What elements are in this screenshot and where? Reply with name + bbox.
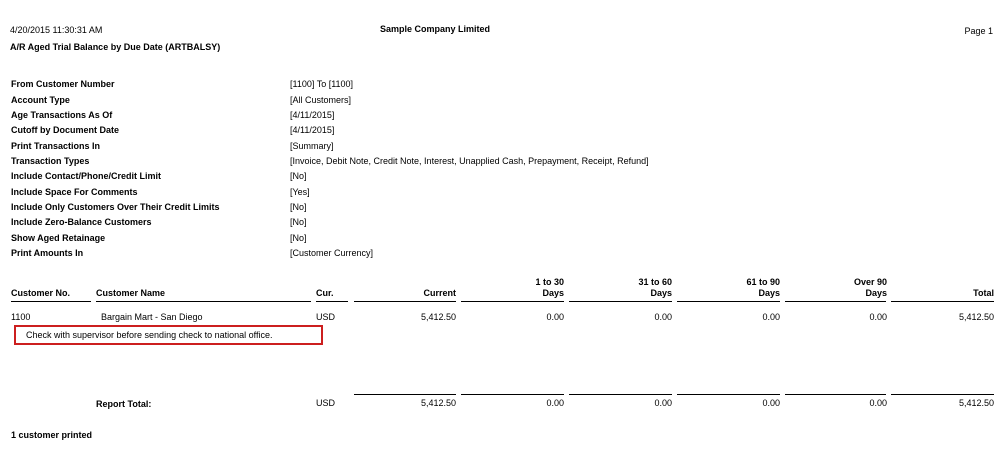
total-total: 5,412.50 (958, 398, 994, 408)
report-total-label: Report Total: (96, 399, 152, 409)
report-datetime: 4/20/2015 11:30:31 AM (10, 25, 103, 35)
total-line-total (891, 394, 994, 395)
param-value: [4/11/2015] (290, 110, 335, 120)
page-number: Page 1 (964, 26, 993, 36)
param-value: [Yes] (290, 187, 310, 197)
cell-1-30: 0.00 (546, 312, 564, 322)
underline-customer-no (11, 301, 91, 302)
underline-total (891, 301, 994, 302)
cell-current: 5,412.50 (420, 312, 456, 322)
param-label: Include Space For Comments (11, 187, 138, 197)
cell-customer-name: Bargain Mart - San Diego (101, 312, 203, 322)
col-header-1-30-range: 1 to 30 (535, 277, 564, 287)
total-61-90: 0.00 (762, 398, 780, 408)
col-header-customer-name: Customer Name (96, 288, 166, 298)
param-label: Print Transactions In (11, 141, 101, 151)
param-value: [No] (290, 217, 307, 227)
param-label: Transaction Types (11, 156, 90, 166)
col-header-customer-no: Customer No. (11, 288, 71, 298)
underline-61-90 (677, 301, 780, 302)
cell-over-90: 0.00 (869, 312, 887, 322)
param-label: Account Type (11, 95, 70, 105)
col-header-31-60-range: 31 to 60 (638, 277, 672, 287)
customer-comment: Check with supervisor before sending check to national office. (26, 330, 273, 340)
param-value: [All Customers] (290, 95, 352, 105)
col-header-over-90-range: Over 90 (853, 277, 887, 287)
total-line-31-60 (569, 394, 672, 395)
param-value: [4/11/2015] (290, 125, 335, 135)
total-line-1-30 (461, 394, 564, 395)
total-current: 5,412.50 (420, 398, 456, 408)
total-over-90: 0.00 (869, 398, 887, 408)
total-currency: USD (316, 398, 336, 408)
col-header-61-90-range: 61 to 90 (746, 277, 780, 287)
cell-61-90: 0.00 (762, 312, 780, 322)
cell-customer-no: 1100 (11, 312, 31, 322)
total-line-over-90 (785, 394, 886, 395)
col-header-61-90-days: Days (758, 288, 780, 298)
cell-total: 5,412.50 (958, 312, 994, 322)
cell-currency: USD (316, 312, 336, 322)
underline-1-30 (461, 301, 564, 302)
col-header-current: Current (423, 288, 456, 298)
param-label: Include Contact/Phone/Credit Limit (11, 171, 162, 181)
param-value: [Summary] (290, 141, 334, 151)
param-value: [No] (290, 171, 307, 181)
col-header-31-60-days: Days (650, 288, 672, 298)
param-value: [Customer Currency] (290, 248, 374, 258)
param-label: From Customer Number (11, 79, 115, 89)
param-label: Show Aged Retainage (11, 233, 106, 243)
company-name: Sample Company Limited (380, 24, 491, 34)
col-header-total: Total (973, 288, 994, 298)
report-title: A/R Aged Trial Balance by Due Date (ARTBALSY) (10, 42, 221, 52)
param-label: Age Transactions As Of (11, 110, 113, 120)
total-31-60: 0.00 (654, 398, 672, 408)
underline-over-90 (785, 301, 886, 302)
col-header-over-90-days: Days (865, 288, 887, 298)
param-label: Include Only Customers Over Their Credit Limits (11, 202, 220, 212)
param-label: Print Amounts In (11, 248, 84, 258)
param-label: Include Zero-Balance Customers (11, 217, 152, 227)
param-value: [No] (290, 202, 307, 212)
total-line-current (354, 394, 456, 395)
customers-printed-count: 1 customer printed (11, 430, 93, 440)
param-value: [No] (290, 233, 307, 243)
col-header-1-30-days: Days (542, 288, 564, 298)
param-label: Cutoff by Document Date (11, 125, 119, 135)
total-line-61-90 (677, 394, 780, 395)
underline-current (354, 301, 456, 302)
total-1-30: 0.00 (546, 398, 564, 408)
cell-31-60: 0.00 (654, 312, 672, 322)
param-value: [Invoice, Debit Note, Credit Note, Interest, Unapplied Cash, Prepayment, Receipt, Refund] (290, 156, 649, 166)
underline-31-60 (569, 301, 672, 302)
comment-highlight-box (14, 325, 323, 345)
col-header-currency: Cur. (316, 288, 334, 298)
underline-currency (316, 301, 348, 302)
param-value: [1100] To [1100] (290, 79, 354, 89)
underline-customer-name (96, 301, 311, 302)
